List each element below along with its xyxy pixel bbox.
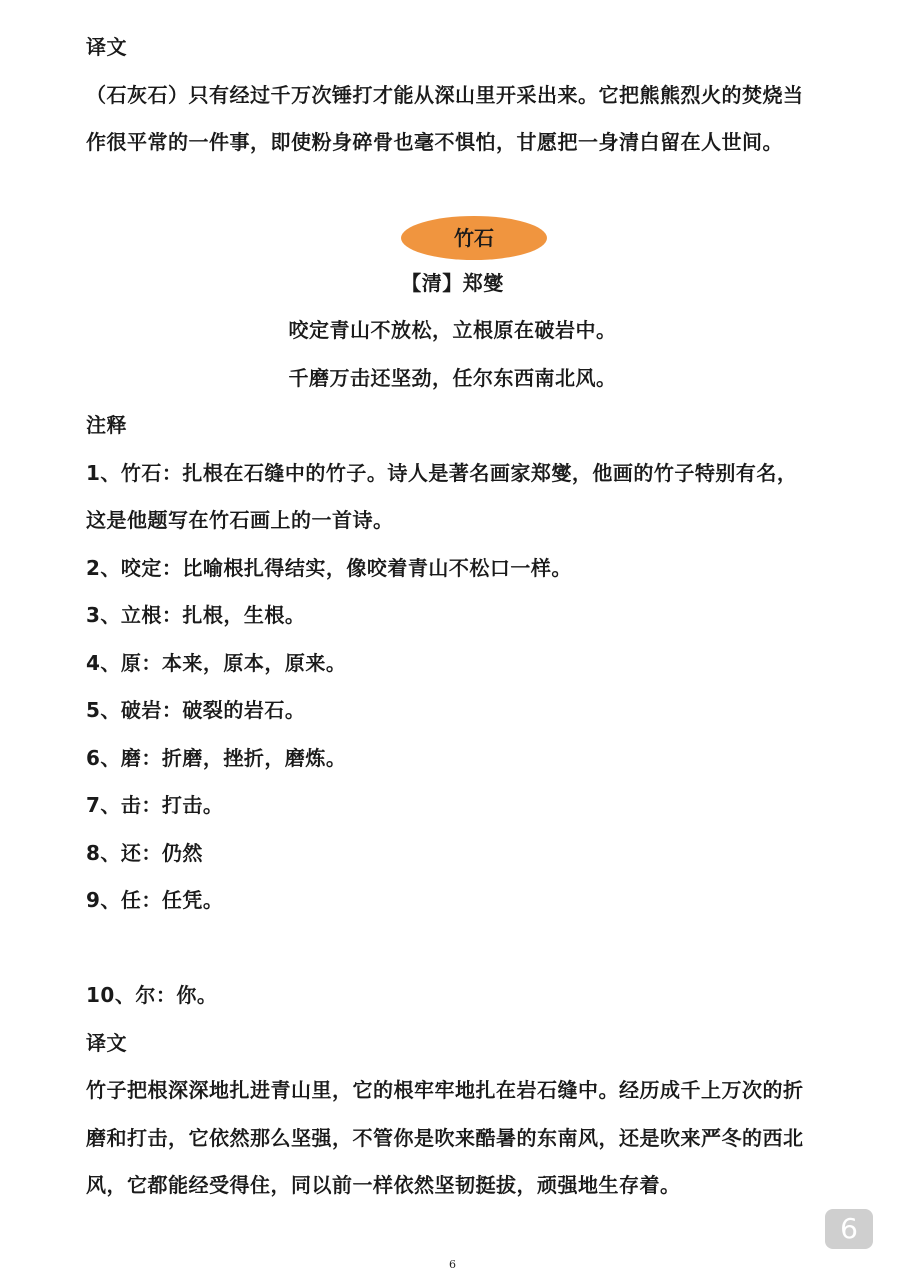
- note-item: 4、原：本来，原本，原来。: [86, 651, 347, 675]
- translation-line: 磨和打击，它依然那么坚强，不管你是吹来酷暑的东南风，还是吹来严冬的西北: [86, 1126, 804, 1150]
- translation-line: （石灰石）只有经过千万次锤打才能从深山里开采出来。它把熊熊烈火的焚烧当: [86, 83, 804, 107]
- note-item: 7、击：打击。: [86, 793, 224, 817]
- translation-heading-2: 译文: [86, 1031, 127, 1055]
- note-item: 这是他题写在竹石画上的一首诗。: [86, 508, 394, 532]
- notes-heading: 注释: [86, 413, 127, 437]
- translation-line: 竹子把根深深地扎进青山里，它的根牢牢地扎在岩石缝中。经历成千上万次的折: [86, 1078, 804, 1102]
- page-number: 6: [449, 1258, 456, 1271]
- translation-line: 作很平常的一件事，即使粉身碎骨也毫不惧怕，甘愿把一身清白留在人世间。: [86, 130, 783, 154]
- note-item: 1、竹石：扎根在石缝中的竹子。诗人是著名画家郑燮，他画的竹子特别有名，: [86, 461, 798, 485]
- note-item: 3、立根：扎根，生根。: [86, 603, 306, 627]
- poem-verse: 咬定青山不放松，立根原在破岩中。: [288, 318, 617, 342]
- poem-verse: 千磨万击还坚劲，任尔东西南北风。: [288, 366, 617, 390]
- page-badge: 6: [825, 1209, 873, 1249]
- note-item: 8、还：仍然: [86, 841, 203, 865]
- note-item: 2、咬定：比喻根扎得结实，像咬着青山不松口一样。: [86, 556, 572, 580]
- note-item: 5、破岩：破裂的岩石。: [86, 698, 306, 722]
- translation-heading-1: 译文: [86, 35, 127, 59]
- note-item: 10、尔：你。: [86, 983, 218, 1007]
- translation-line: 风，它都能经受得住，同以前一样依然坚韧挺拔，顽强地生存着。: [86, 1173, 681, 1197]
- note-item: 9、任：任凭。: [86, 888, 224, 912]
- note-item: 6、磨：折磨，挫折，磨炼。: [86, 746, 347, 770]
- poem-author: 【清】郑燮: [401, 271, 504, 295]
- poem-title-pill: 竹石: [401, 216, 547, 260]
